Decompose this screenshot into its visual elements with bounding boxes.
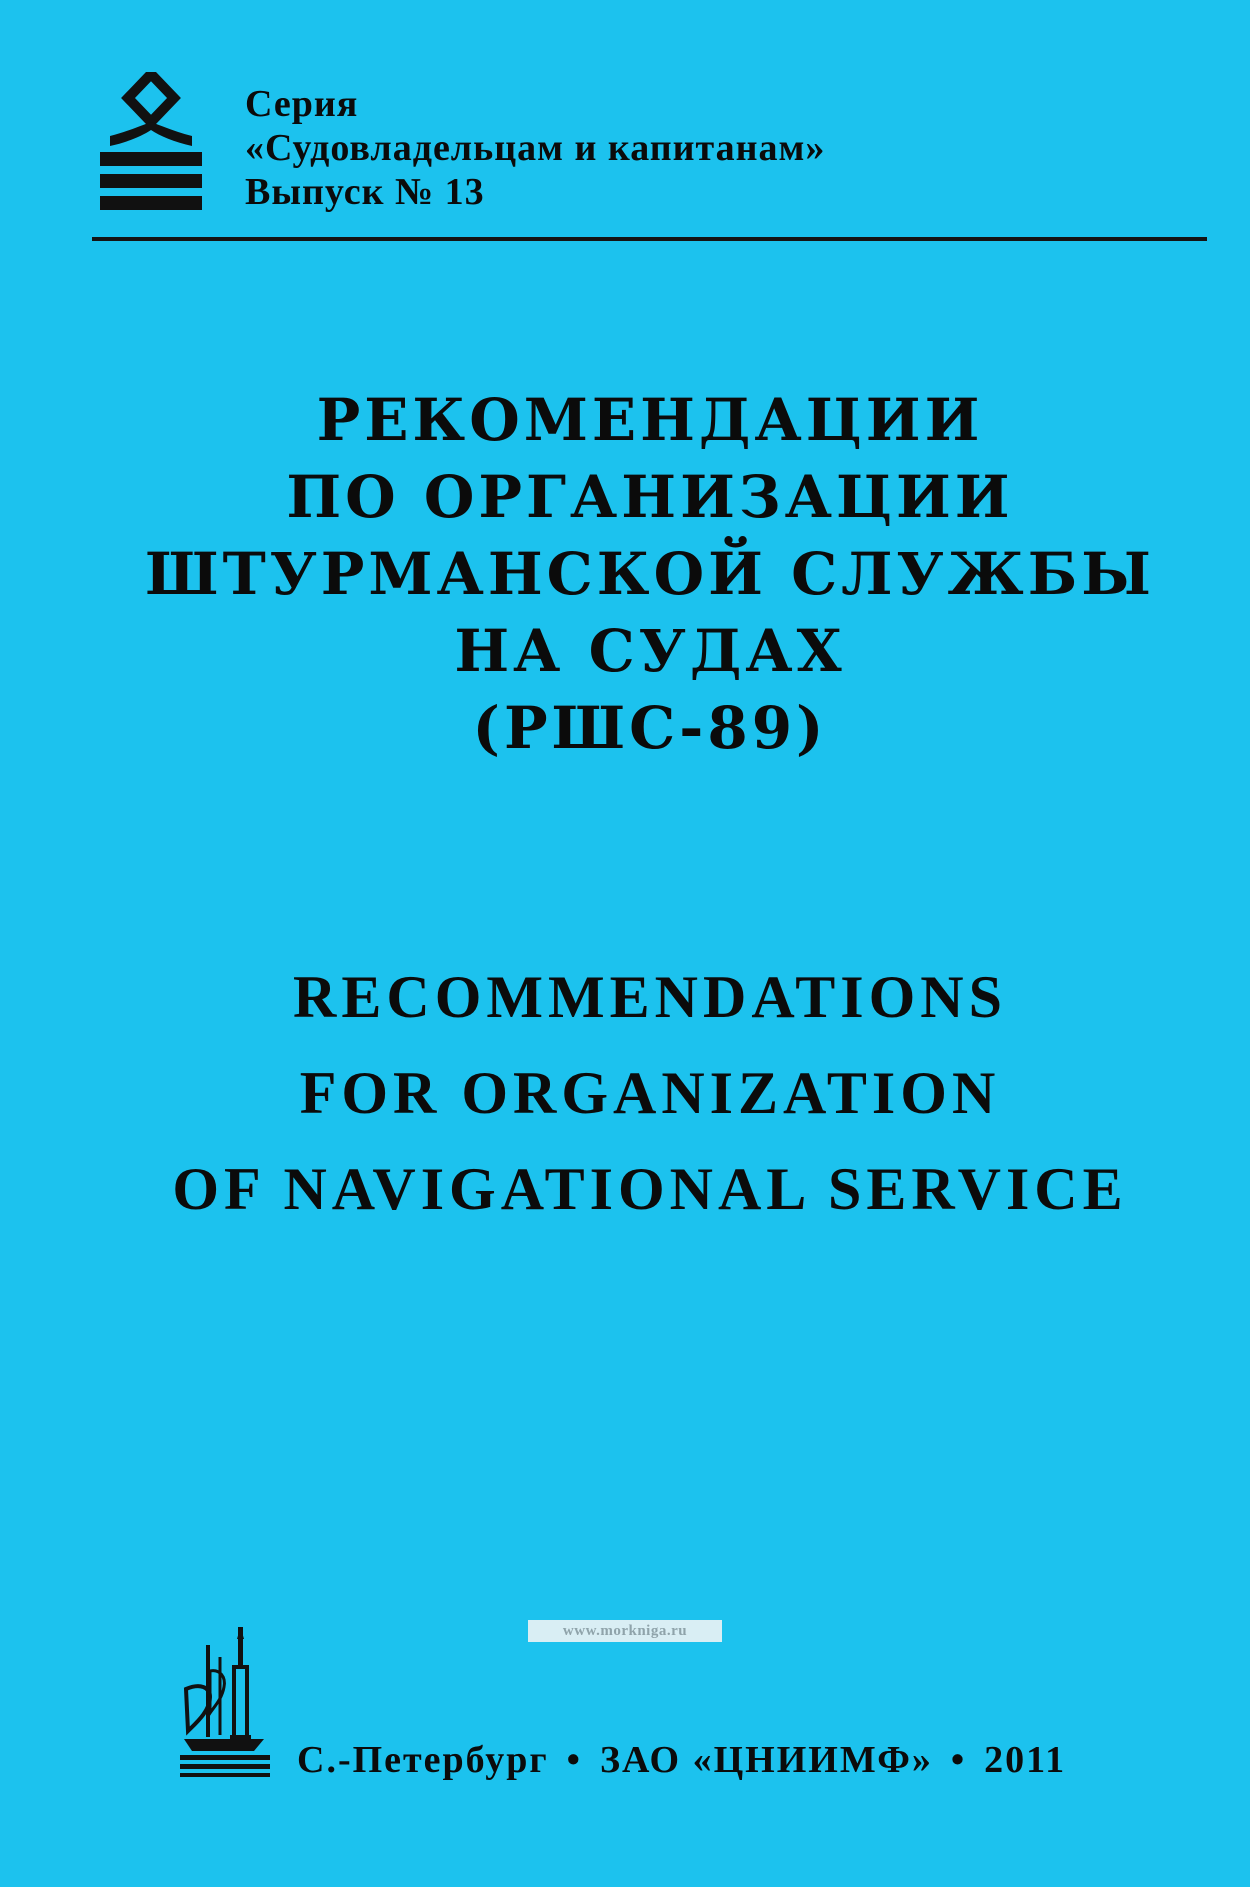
series-info (245, 82, 1065, 214)
captain-stripes-emblem-icon (100, 72, 202, 218)
title-en-line: RECOMMENDATIONS (293, 964, 1007, 1030)
title-ru-line: ШТУРМАНСКОЙ СЛУЖБЫ (145, 540, 1155, 608)
separator-dot: • (566, 1739, 582, 1781)
title-english (0, 949, 1250, 1237)
separator-dot: • (950, 1739, 967, 1781)
title-en-line: OF NAVIGATIONAL SERVICE (172, 1156, 1128, 1222)
imprint-publisher: ЗАО «ЦНИИМФ» (599, 1739, 933, 1781)
ship-and-spire-emblem-icon (180, 1627, 270, 1777)
series-name: «Судовладельцам и капитанам» (245, 127, 826, 169)
imprint-line (297, 1736, 1197, 1784)
watermark-url: www.morkniga.ru (528, 1620, 722, 1642)
title-ru-line: НА СУДАХ (454, 617, 846, 685)
imprint-city: С.-Петербург (297, 1739, 549, 1781)
series-label: Серия (245, 83, 359, 125)
title-ru-code: (РШС-89) (472, 694, 828, 762)
title-russian (0, 382, 1250, 767)
issue-number: Выпуск № 13 (245, 171, 485, 213)
title-en-line: FOR ORGANIZATION (299, 1060, 1001, 1126)
imprint-year: 2011 (984, 1739, 1067, 1781)
header-divider (92, 237, 1207, 241)
title-ru-line: РЕКОМЕНДАЦИИ (316, 386, 984, 454)
title-ru-line: ПО ОРГАНИЗАЦИИ (286, 463, 1014, 531)
